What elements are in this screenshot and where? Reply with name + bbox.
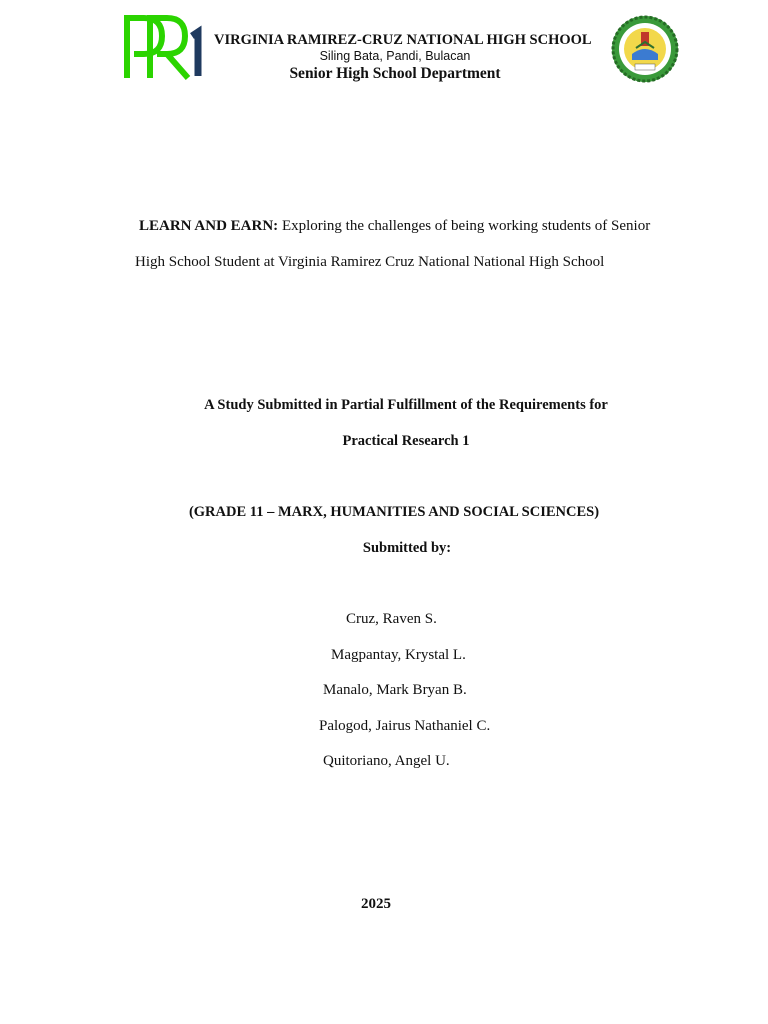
school-name: VIRGINIA RAMIREZ-CRUZ NATIONAL HIGH SCHOOL [214, 32, 592, 48]
author-name: Quitoriano, Angel U. [323, 753, 450, 769]
grade-section: (GRADE 11 – MARX, HUMANITIES AND SOCIAL SCIENCES) [188, 504, 600, 520]
course-name: Practical Research 1 [342, 433, 470, 449]
research-title-lead: LEARN AND EARN: [139, 218, 279, 234]
department-name: Senior High School Department [289, 65, 501, 82]
submitted-by-label: Submitted by: [362, 540, 452, 556]
research-title-line-1 [139, 218, 650, 235]
author-name: Magpantay, Krystal L. [331, 647, 466, 663]
research-title-rest: Exploring the challenges of being working students of Senior [278, 218, 651, 234]
research-title-line-2: High School Student at Virginia Ramirez Cruz National National High School [135, 254, 605, 270]
submission-year: 2025 [361, 896, 391, 912]
author-name: Palogod, Jairus Nathaniel C. [319, 718, 491, 734]
school-address: Siling Bata, Pandi, Bulacan [319, 49, 471, 63]
author-name: Manalo, Mark Bryan B. [323, 682, 467, 698]
author-name: Cruz, Raven S. [346, 611, 437, 627]
school-seal-icon [610, 14, 680, 84]
submission-statement: A Study Submitted in Partial Fulfillment of the Requirements for [204, 397, 608, 413]
pr1-logo [122, 14, 204, 82]
